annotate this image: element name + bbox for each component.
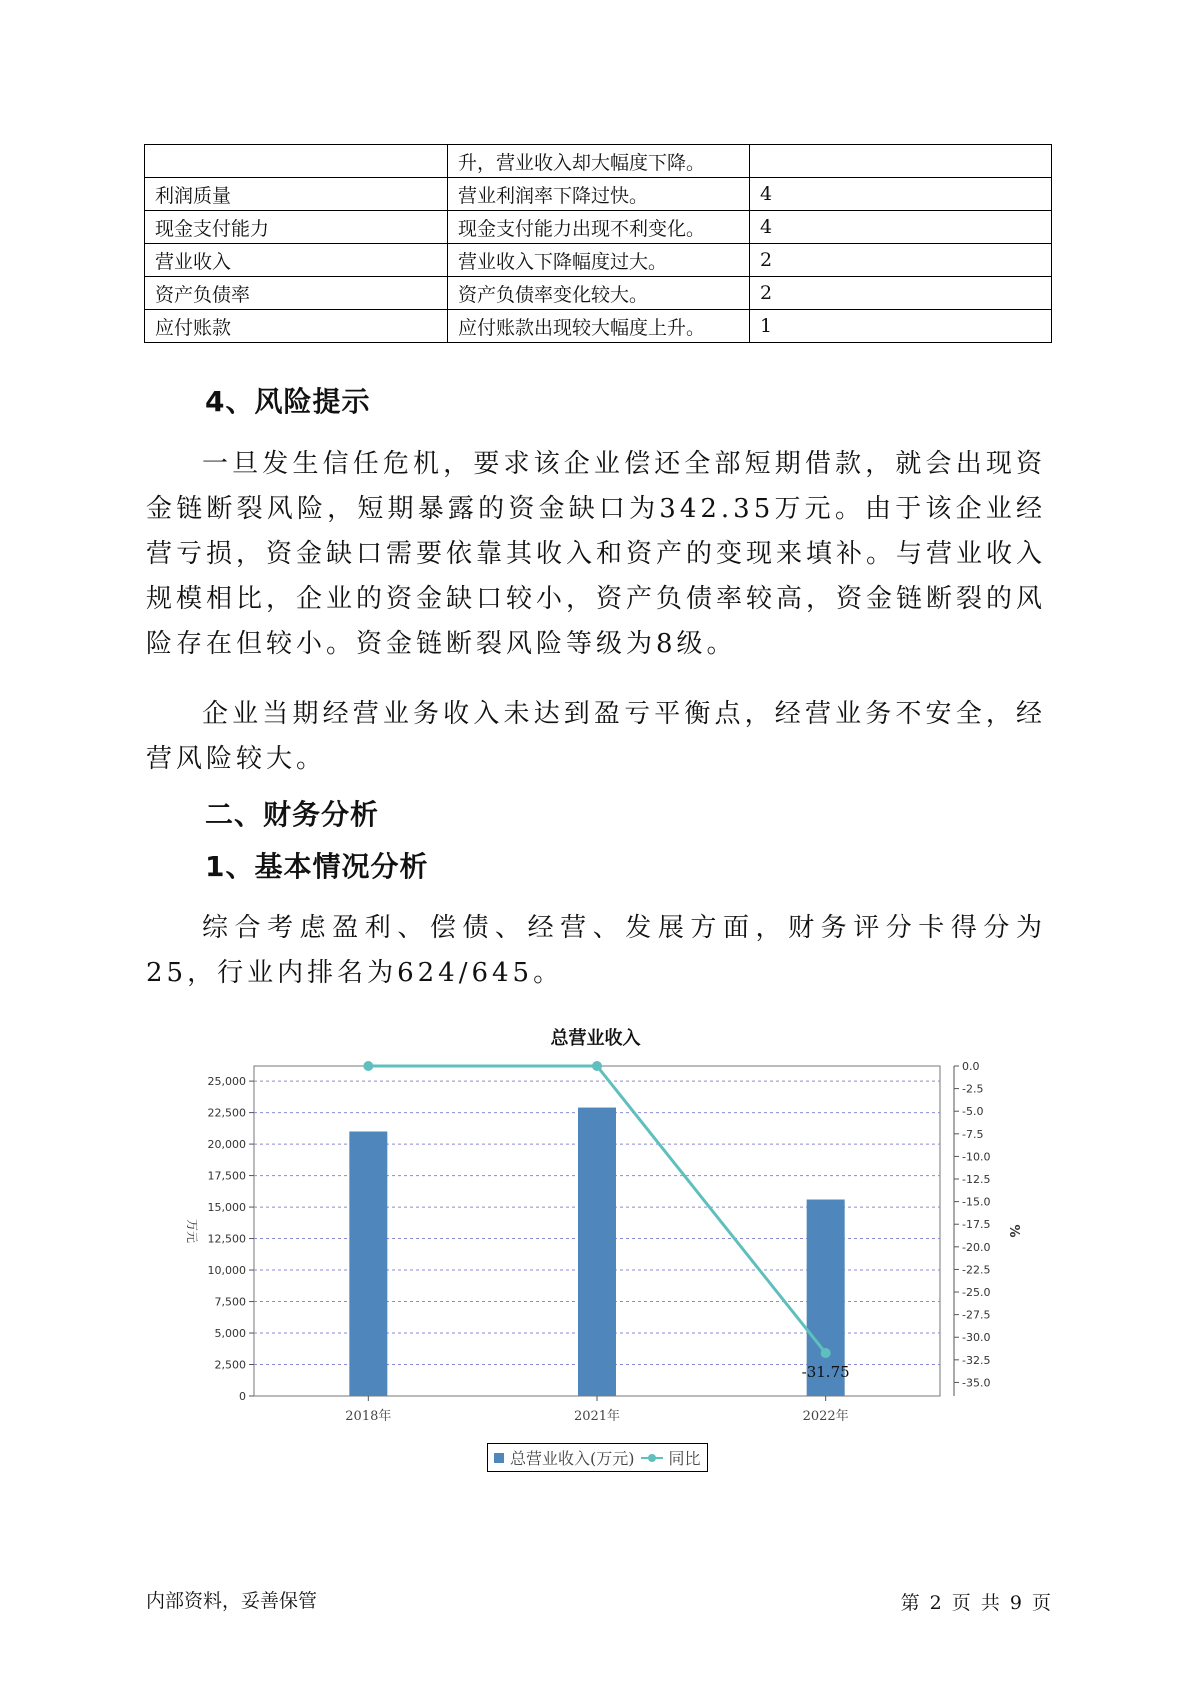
risk-desc-cell: 营业利润率下降过快。 (448, 178, 750, 211)
legend-label-yoy: 同比 (668, 1449, 701, 1468)
section-heading-risk-tips: 4、风险提示 (205, 385, 371, 418)
risk-desc-cell: 升，营业收入却大幅度下降。 (448, 145, 750, 178)
y-tick-label: 5,000 (214, 1327, 246, 1341)
table-row (145, 244, 1052, 277)
paragraph-risk-capital-gap: 一旦发生信任危机，要求该企业偿还全部短期借款，就会出现资金链断裂风险，短期暴露的资金缺口为342.35万元。由于该企业经营亏损，资金缺口需要依靠其收入和资产的变现来填补。与营业收入规模相比，企业的资金缺口较小，资产负债率较高，资金链断裂的风险存在但较小。资金链断裂风险等级为8级。 (146, 449, 1047, 659)
x-tick-label: 2022年 (802, 1409, 849, 1424)
section-heading-financial-analysis: 二、财务分析 (205, 798, 380, 831)
x-tick-label: 2018年 (345, 1409, 392, 1424)
y-right-axis-title: % (1006, 1224, 1021, 1238)
y-tick-label: 2,500 (214, 1358, 246, 1372)
risk-item-cell: 现金支付能力 (145, 211, 448, 244)
y-tick-label: 12,500 (207, 1232, 246, 1246)
risk-score-cell: 2 (750, 277, 1052, 310)
table-row (145, 310, 1052, 343)
right-tick-label: -30.0 (962, 1331, 991, 1345)
chart-legend (487, 1443, 708, 1472)
table-row (145, 178, 1052, 211)
table-row (145, 211, 1052, 244)
bar (578, 1108, 616, 1396)
risk-desc-cell: 应付账款出现较大幅度上升。 (448, 310, 750, 343)
risk-score-cell (750, 145, 1052, 178)
legend-label-revenue: 总营业收入(万元) (510, 1449, 635, 1468)
legend-line-swatch (641, 1453, 663, 1463)
y-tick-label: 17,500 (207, 1169, 246, 1183)
y-tick-label: 20,000 (207, 1138, 246, 1152)
table-row (145, 277, 1052, 310)
chart-title: 总营业收入 (550, 1028, 641, 1049)
right-tick-label: -35.0 (962, 1376, 991, 1390)
risk-score-cell: 2 (750, 244, 1052, 277)
bar (349, 1131, 387, 1396)
right-tick-label: -20.0 (962, 1240, 991, 1254)
paragraph-risk-operating: 企业当期经营业务收入未达到盈亏平衡点，经营业务不安全，经营风险较大。 (146, 699, 1046, 774)
right-tick-label: -15.0 (962, 1195, 991, 1209)
right-tick-label: -7.5 (962, 1127, 984, 1141)
y-tick-label: 10,000 (207, 1264, 246, 1278)
right-tick-label: -27.5 (962, 1308, 991, 1322)
risk-item-cell: 营业收入 (145, 244, 448, 277)
right-tick-label: -25.0 (962, 1286, 991, 1300)
table-row (145, 145, 1052, 178)
data-label: -31.75 (801, 1363, 850, 1382)
y-axis-title: 万元 (185, 1218, 199, 1244)
y-tick-label: 15,000 (207, 1201, 246, 1215)
risk-table (144, 144, 1052, 343)
section-heading-basic-analysis: 1、基本情况分析 (205, 850, 429, 883)
right-tick-label: -17.5 (962, 1218, 991, 1232)
risk-score-cell: 4 (750, 178, 1052, 211)
yoy-point (821, 1348, 831, 1358)
risk-item-cell: 利润质量 (145, 178, 448, 211)
risk-item-cell (145, 145, 448, 178)
right-tick-label: -5.0 (962, 1105, 984, 1119)
yoy-point (592, 1061, 602, 1071)
risk-desc-cell: 营业收入下降幅度过大。 (448, 244, 750, 277)
right-tick-label: -32.5 (962, 1353, 991, 1367)
y-tick-label: 22,500 (207, 1106, 246, 1120)
yoy-point (363, 1061, 373, 1071)
legend-bar-swatch (494, 1453, 504, 1463)
right-tick-label: -2.5 (962, 1082, 984, 1096)
risk-desc-cell: 资产负债率变化较大。 (448, 277, 750, 310)
risk-score-cell: 4 (750, 211, 1052, 244)
risk-item-cell: 应付账款 (145, 310, 448, 343)
y-tick-label: 0 (239, 1390, 246, 1403)
footer-page-number: 第 2 页 共 9 页 (900, 1592, 1053, 1614)
right-tick-label: 0.0 (962, 1060, 980, 1073)
y-tick-label: 7,500 (214, 1295, 246, 1309)
paragraph-basic-score: 综合考虑盈利、偿债、经营、发展方面，财务评分卡得分为25，行业内排名为624/645。 (146, 913, 1046, 988)
right-tick-label: -22.5 (962, 1263, 991, 1277)
footer-confidential: 内部资料，妥善保管 (146, 1590, 318, 1612)
risk-item-cell: 资产负债率 (145, 277, 448, 310)
x-tick-label: 2021年 (573, 1409, 621, 1424)
y-tick-label: 25,000 (207, 1075, 246, 1089)
right-tick-label: -10.0 (962, 1150, 991, 1164)
revenue-chart (170, 1050, 1030, 1440)
risk-desc-cell: 现金支付能力出现不利变化。 (448, 211, 750, 244)
right-tick-label: -12.5 (962, 1173, 991, 1187)
risk-score-cell: 1 (750, 310, 1052, 343)
